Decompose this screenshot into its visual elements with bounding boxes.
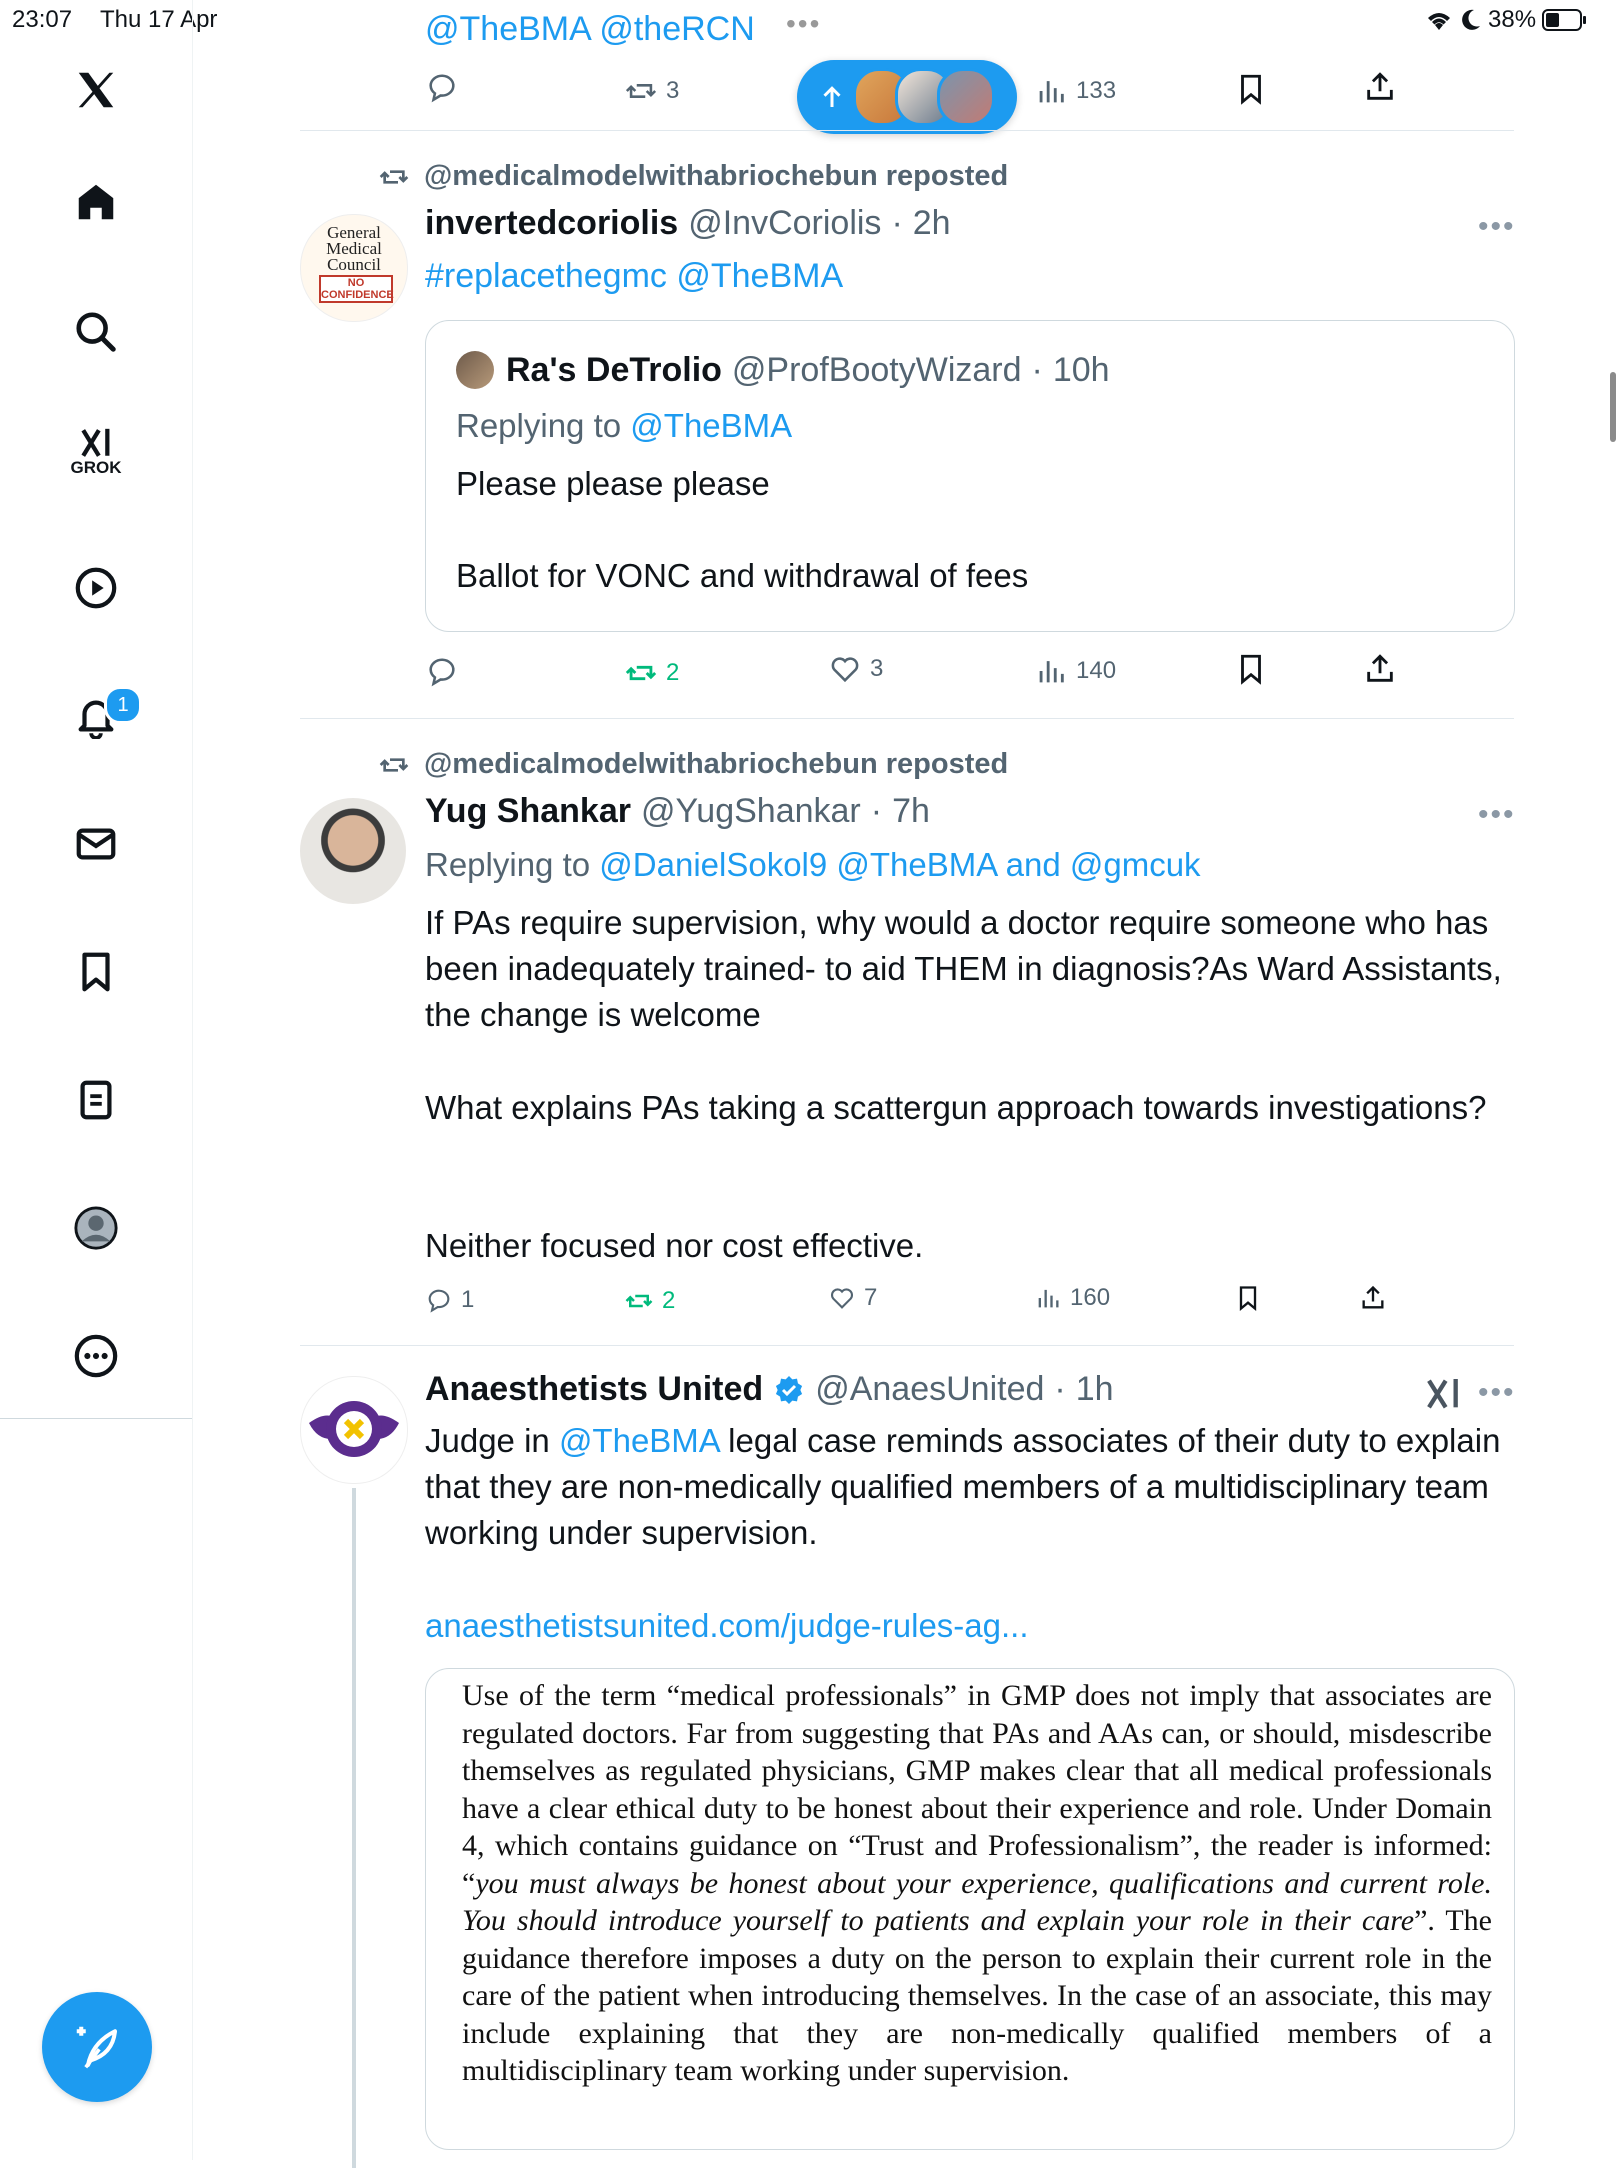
reply-icon (425, 1286, 453, 1314)
reply-icon (425, 70, 459, 104)
home-icon[interactable] (70, 176, 122, 228)
quote-author-name: Ra's DeTrolio (506, 351, 722, 389)
author-name[interactable]: Anaesthetists United (425, 1370, 764, 1408)
battery-percent: 38% (1488, 6, 1537, 33)
anaesthetists-united-logo (301, 1377, 407, 1483)
author-name[interactable]: invertedcoriolis (425, 204, 679, 242)
views-icon (1034, 654, 1068, 688)
repost-icon (624, 1286, 654, 1316)
like-count: 3 (870, 655, 884, 682)
grok-icon (74, 426, 118, 460)
avatar-text: Medical (326, 239, 382, 258)
tweet-header: Anaesthetists United @AnaesUnited · 1h (425, 1370, 1114, 1408)
tweet-text-para2: What explains PAs taking a scattergun approach towards investigations? (425, 1089, 1487, 1126)
reply-icon (425, 654, 459, 688)
top-tweet-mentions[interactable]: @TheBMA @theRCN (425, 10, 755, 48)
top-repost-button[interactable] (624, 74, 679, 108)
heart-icon (828, 1284, 856, 1312)
more-options-icon[interactable]: ••• (1478, 1376, 1516, 1409)
reply-count: 1 (461, 1286, 475, 1313)
tweet-text-para3: Neither focused nor cost effective. (425, 1227, 924, 1264)
stamp-text: NO (347, 277, 365, 289)
repost-count: 2 (662, 1287, 676, 1314)
quoted-tweet-card[interactable] (425, 320, 1515, 632)
author-handle[interactable]: @InvCoriolis (688, 204, 882, 242)
verified-badge-icon (773, 1374, 805, 1406)
repost-icon (624, 74, 658, 108)
lists-icon[interactable] (70, 1074, 122, 1126)
repost-icon (378, 161, 410, 193)
battery-icon (1542, 8, 1588, 32)
x-logo-icon[interactable] (70, 64, 122, 116)
sidebar-divider (0, 1418, 192, 1419)
repost-by-label[interactable]: @medicalmodelwithabriochebun reposted (424, 160, 1009, 192)
reply-button[interactable] (425, 1286, 474, 1314)
more-options-icon[interactable]: ••• (1478, 798, 1516, 831)
repost-count: 2 (666, 659, 680, 686)
avatar[interactable] (300, 798, 406, 904)
repost-icon (624, 656, 658, 690)
avatar[interactable] (300, 214, 408, 322)
quote-author-handle: @ProfBootyWizard (731, 351, 1022, 389)
more-options-icon[interactable]: ••• (1478, 210, 1516, 243)
grok-nav-item[interactable] (70, 426, 122, 478)
profile-icon[interactable] (70, 1202, 122, 1254)
views-count: 140 (1076, 657, 1117, 684)
top-repost-count: 3 (666, 77, 680, 104)
tweet-text: Judge in @TheBMA legal case reminds associates of their duty to explain that they are non-medically qualified members of a multidisciplinary team working under supervision. (425, 1422, 1501, 1551)
repost-button[interactable] (624, 1286, 675, 1316)
status-time: 23:07 (12, 6, 73, 33)
top-reply-button[interactable] (425, 70, 459, 104)
top-bookmark-button[interactable] (1234, 72, 1268, 106)
author-handle[interactable]: @YugShankar (640, 792, 861, 830)
quote-header: Ra's DeTrolio @ProfBootyWizard · 10h (506, 351, 1110, 389)
grok-label: GROK (70, 458, 122, 477)
quote-replying-to: Replying to @TheBMA (456, 407, 793, 444)
top-views-count: 133 (1076, 77, 1117, 104)
stamp-text: CONFIDENCE (321, 289, 394, 301)
bookmark-button[interactable] (1234, 652, 1268, 686)
share-icon (1363, 70, 1397, 104)
video-play-icon[interactable] (70, 562, 122, 614)
share-button[interactable] (1363, 652, 1397, 686)
replying-to-mentions[interactable]: @DanielSokol9 @TheBMA and @gmcuk (599, 846, 1201, 883)
quote-time: 10h (1052, 351, 1110, 389)
arrow-up-icon (817, 82, 847, 112)
external-link[interactable]: anaesthetistsunited.com/judge-rules-ag... (425, 1607, 1029, 1644)
status-indicators (1424, 6, 1588, 34)
feed-divider (300, 1345, 1514, 1346)
top-views-button[interactable] (1034, 74, 1116, 108)
tweet-header: invertedcoriolis @InvCoriolis · 2h (425, 204, 951, 242)
repost-indicator (378, 748, 1008, 781)
author-handle[interactable]: @AnaesUnited (815, 1370, 1045, 1408)
multitask-dots-icon[interactable]: ••• (786, 8, 822, 39)
feather-plus-icon (70, 2020, 124, 2074)
bookmark-button[interactable] (1234, 1284, 1262, 1312)
messages-icon[interactable] (70, 818, 122, 870)
like-count: 7 (864, 1284, 878, 1311)
quote-text-line2: Ballot for VONC and withdrawal of fees (456, 557, 1029, 594)
replying-to: Replying to @DanielSokol9 @TheBMA and @gmcuk (425, 846, 1201, 883)
views-count: 160 (1070, 1284, 1111, 1311)
avatar-text: General (327, 223, 381, 242)
avatar (937, 68, 995, 126)
views-icon (1034, 74, 1068, 108)
avatar[interactable] (300, 1376, 408, 1484)
bookmark-icon (1234, 72, 1268, 106)
wifi-icon (1424, 8, 1454, 32)
notifications-badge: 1 (104, 686, 142, 724)
share-button[interactable] (1359, 1284, 1387, 1312)
tweet-text-para1: If PAs require supervision, why would a doctor require someone who has been inadequately trained- to aid THEM in diagnosis?As Ward Assistants, the change is welcome (425, 904, 1502, 1033)
repost-by-label[interactable]: @medicalmodelwithabriochebun reposted (424, 748, 1009, 780)
document-excerpt: Use of the term “medical professionals” in GMP does not imply that associates are regulated doctors. Far from suggesting that PAs and AAs can, or should, misdescribe themselves as regulated physicians, GMP makes clear that all medical professionals have a clear ethical duty to be honest about their experience and role. Under Domain 4, which contains guidance on “Trust and Professionalism”, the reader is informed: “you must always be honest about your experience, qualifications and current role. You should introduce yourself to patients and explain your role in their care”. The guidance therefore imposes a duty on the person to explain their current role in the care of the patient when introducing themselves. In the case of an associate, this may include explaining that they are non-medically qualified members of a multidisciplinary team working under supervision. (462, 1679, 1492, 2087)
search-icon[interactable] (70, 306, 122, 358)
bookmark-icon (1234, 652, 1268, 686)
views-icon (1034, 1284, 1062, 1312)
repost-indicator (378, 160, 1008, 193)
scrollbar[interactable] (1610, 372, 1616, 442)
tweet-text[interactable]: #replacethegmc @TheBMA (425, 257, 844, 295)
tweet-header: Yug Shankar @YugShankar · 7h (425, 792, 930, 830)
top-share-button[interactable] (1363, 70, 1397, 104)
quote-text-line1: Please please please (456, 465, 770, 502)
views-button[interactable] (1034, 654, 1116, 688)
feed-divider (300, 130, 1514, 131)
author-name[interactable]: Yug Shankar (425, 792, 631, 830)
thread-connector (352, 1488, 356, 2168)
share-icon (1363, 652, 1397, 686)
reply-button[interactable] (425, 654, 459, 688)
like-button[interactable] (828, 1284, 877, 1312)
linked-image-card[interactable] (425, 1668, 1515, 2150)
repost-button[interactable] (624, 656, 679, 690)
avatar-text: Council (327, 255, 381, 274)
avatar (456, 351, 494, 389)
feed-divider (300, 718, 1514, 719)
heart-icon (828, 652, 862, 686)
status-date: Thu 17 Apr (100, 6, 218, 33)
post-time[interactable]: 2h (912, 204, 951, 242)
moon-icon (1460, 8, 1482, 32)
compose-post-button[interactable] (42, 1992, 152, 2102)
views-button[interactable] (1034, 1284, 1110, 1312)
bookmarks-icon[interactable] (70, 946, 122, 998)
more-icon[interactable] (70, 1330, 122, 1382)
sidebar (0, 0, 193, 2160)
share-icon (1359, 1284, 1387, 1312)
post-time[interactable]: 1h (1075, 1370, 1114, 1408)
like-button[interactable] (828, 652, 883, 686)
post-time[interactable]: 7h (892, 792, 930, 830)
bookmark-icon (1234, 1284, 1262, 1312)
mention-link[interactable]: @TheBMA (558, 1422, 719, 1459)
repost-icon (378, 749, 410, 781)
new-posts-pill[interactable] (797, 60, 1017, 134)
grok-icon[interactable] (1424, 1374, 1464, 1414)
